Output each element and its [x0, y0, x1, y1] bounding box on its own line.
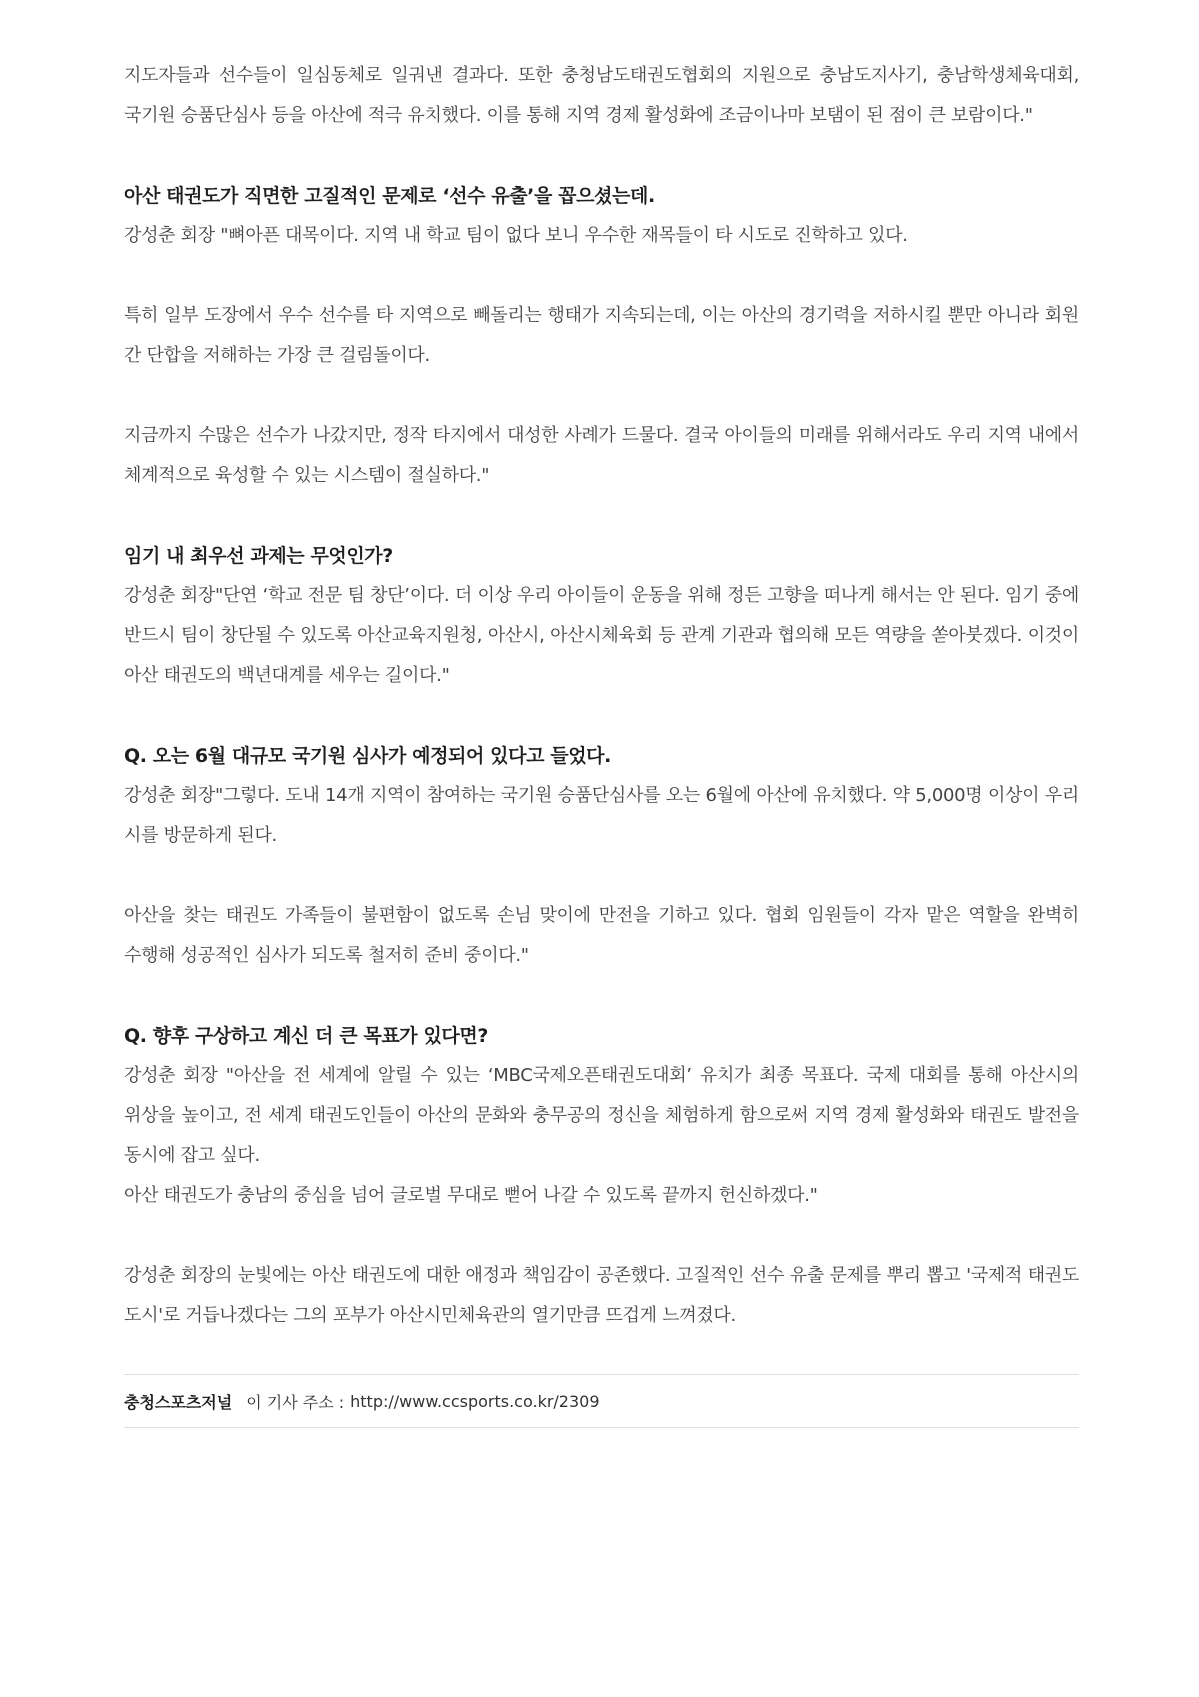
answer-paragraph: 강성춘 회장 "뼈아픈 대목이다. 지역 내 학교 팀이 없다 보니 우수한 재목들이 타 시도로 진학하고 있다. [124, 225, 908, 246]
qa-section-3 [124, 736, 1079, 976]
question-heading: 임기 내 최우선 과제는 무엇인가? [124, 545, 393, 567]
answer-paragraph: 강성춘 회장"그렇다. 도내 14개 지역이 참여하는 국기원 승품단심사를 오는 6월에 아산에 유치했다. 약 5,000명 이상이 우리 시를 방문하게 된다. [124, 785, 1079, 846]
qa-section-2 [124, 536, 1079, 696]
closing-paragraph: 강성춘 회장의 눈빛에는 아산 태권도에 대한 애정과 책임감이 공존했다. 고질적인 선수 유출 문제를 뿌리 뽑고 '국제적 태권도 도시'로 거듭나겠다는 그의 포부가 아산시민체육관의 열기만큼 뜨겁게 느껴졌다. [124, 1265, 1079, 1326]
answer-paragraph: 아산 태권도가 충남의 중심을 넘어 글로벌 무대로 뻗어 나갈 수 있도록 끝까지 헌신하겠다." [124, 1185, 818, 1206]
article-footer [124, 1374, 1079, 1428]
intro-paragraph: 지도자들과 선수들이 일심동체로 일궈낸 결과다. 또한 충청남도태권도협회의 지원으로 충남도지사기, 충남학생체육대회, 국기원 승품단심사 등을 아산에 적극 유치했다. 이를 통해 지역 경제 활성화에 조금이나마 보탬이 된 점이 큰 보람이다." [124, 65, 1079, 126]
answer-paragraph: 강성춘 회장"단연 ‘학교 전문 팀 창단’이다. 더 이상 우리 아이들이 운동을 위해 정든 고향을 떠나게 해서는 안 된다. 임기 중에 반드시 팀이 창단될 수 있도록 아산교육지원청, 아산시, 아산시체육회 등 관계 기관과 협의해 모든 역량을 쏟아붓겠다. 이것이 아산 태권도의 백년대계를 세우는 길이다." [124, 585, 1079, 686]
question-heading: Q. 오는 6월 대규모 국기원 심사가 예정되어 있다고 들었다. [124, 745, 611, 767]
question-heading: Q. 향후 구상하고 계신 더 큰 목표가 있다면? [124, 1025, 488, 1047]
answer-paragraph: 특히 일부 도장에서 우수 선수를 타 지역으로 빼돌리는 행태가 지속되는데, 이는 아산의 경기력을 저하시킬 뿐만 아니라 회원 간 단합을 저해하는 가장 큰 걸림돌이다. [124, 305, 1079, 366]
article-page [124, 56, 1079, 1428]
article-address-label: 이 기사 주소 : [246, 1392, 345, 1412]
question-heading: 아산 태권도가 직면한 고질적인 문제로 ‘선수 유출’을 꼽으셨는데. [124, 185, 655, 207]
qa-section-1 [124, 176, 1079, 496]
answer-paragraph: 지금까지 수많은 선수가 나갔지만, 정작 타지에서 대성한 사례가 드물다. 결국 아이들의 미래를 위해서라도 우리 지역 내에서 체계적으로 육성할 수 있는 시스템이 절실하다." [124, 425, 1079, 486]
publisher-name: 충청스포츠저널 [124, 1392, 233, 1412]
article-address-link[interactable]: http://www.ccsports.co.kr/2309 [350, 1391, 600, 1411]
answer-paragraph: 아산을 찾는 태권도 가족들이 불편함이 없도록 손님 맞이에 만전을 기하고 있다. 협회 임원들이 각자 맡은 역할을 완벽히 수행해 성공적인 심사가 되도록 철저히 준비 중이다." [124, 905, 1079, 966]
qa-section-4 [124, 1016, 1079, 1216]
answer-paragraph: 강성춘 회장 "아산을 전 세계에 알릴 수 있는 ‘MBC국제오픈태권도대회’ 유치가 최종 목표다. 국제 대회를 통해 아산시의 위상을 높이고, 전 세계 태권도인들이 아산의 문화와 충무공의 정신을 체험하게 함으로써 지역 경제 활성화와 태권도 발전을 동시에 잡고 싶다. [124, 1065, 1079, 1166]
